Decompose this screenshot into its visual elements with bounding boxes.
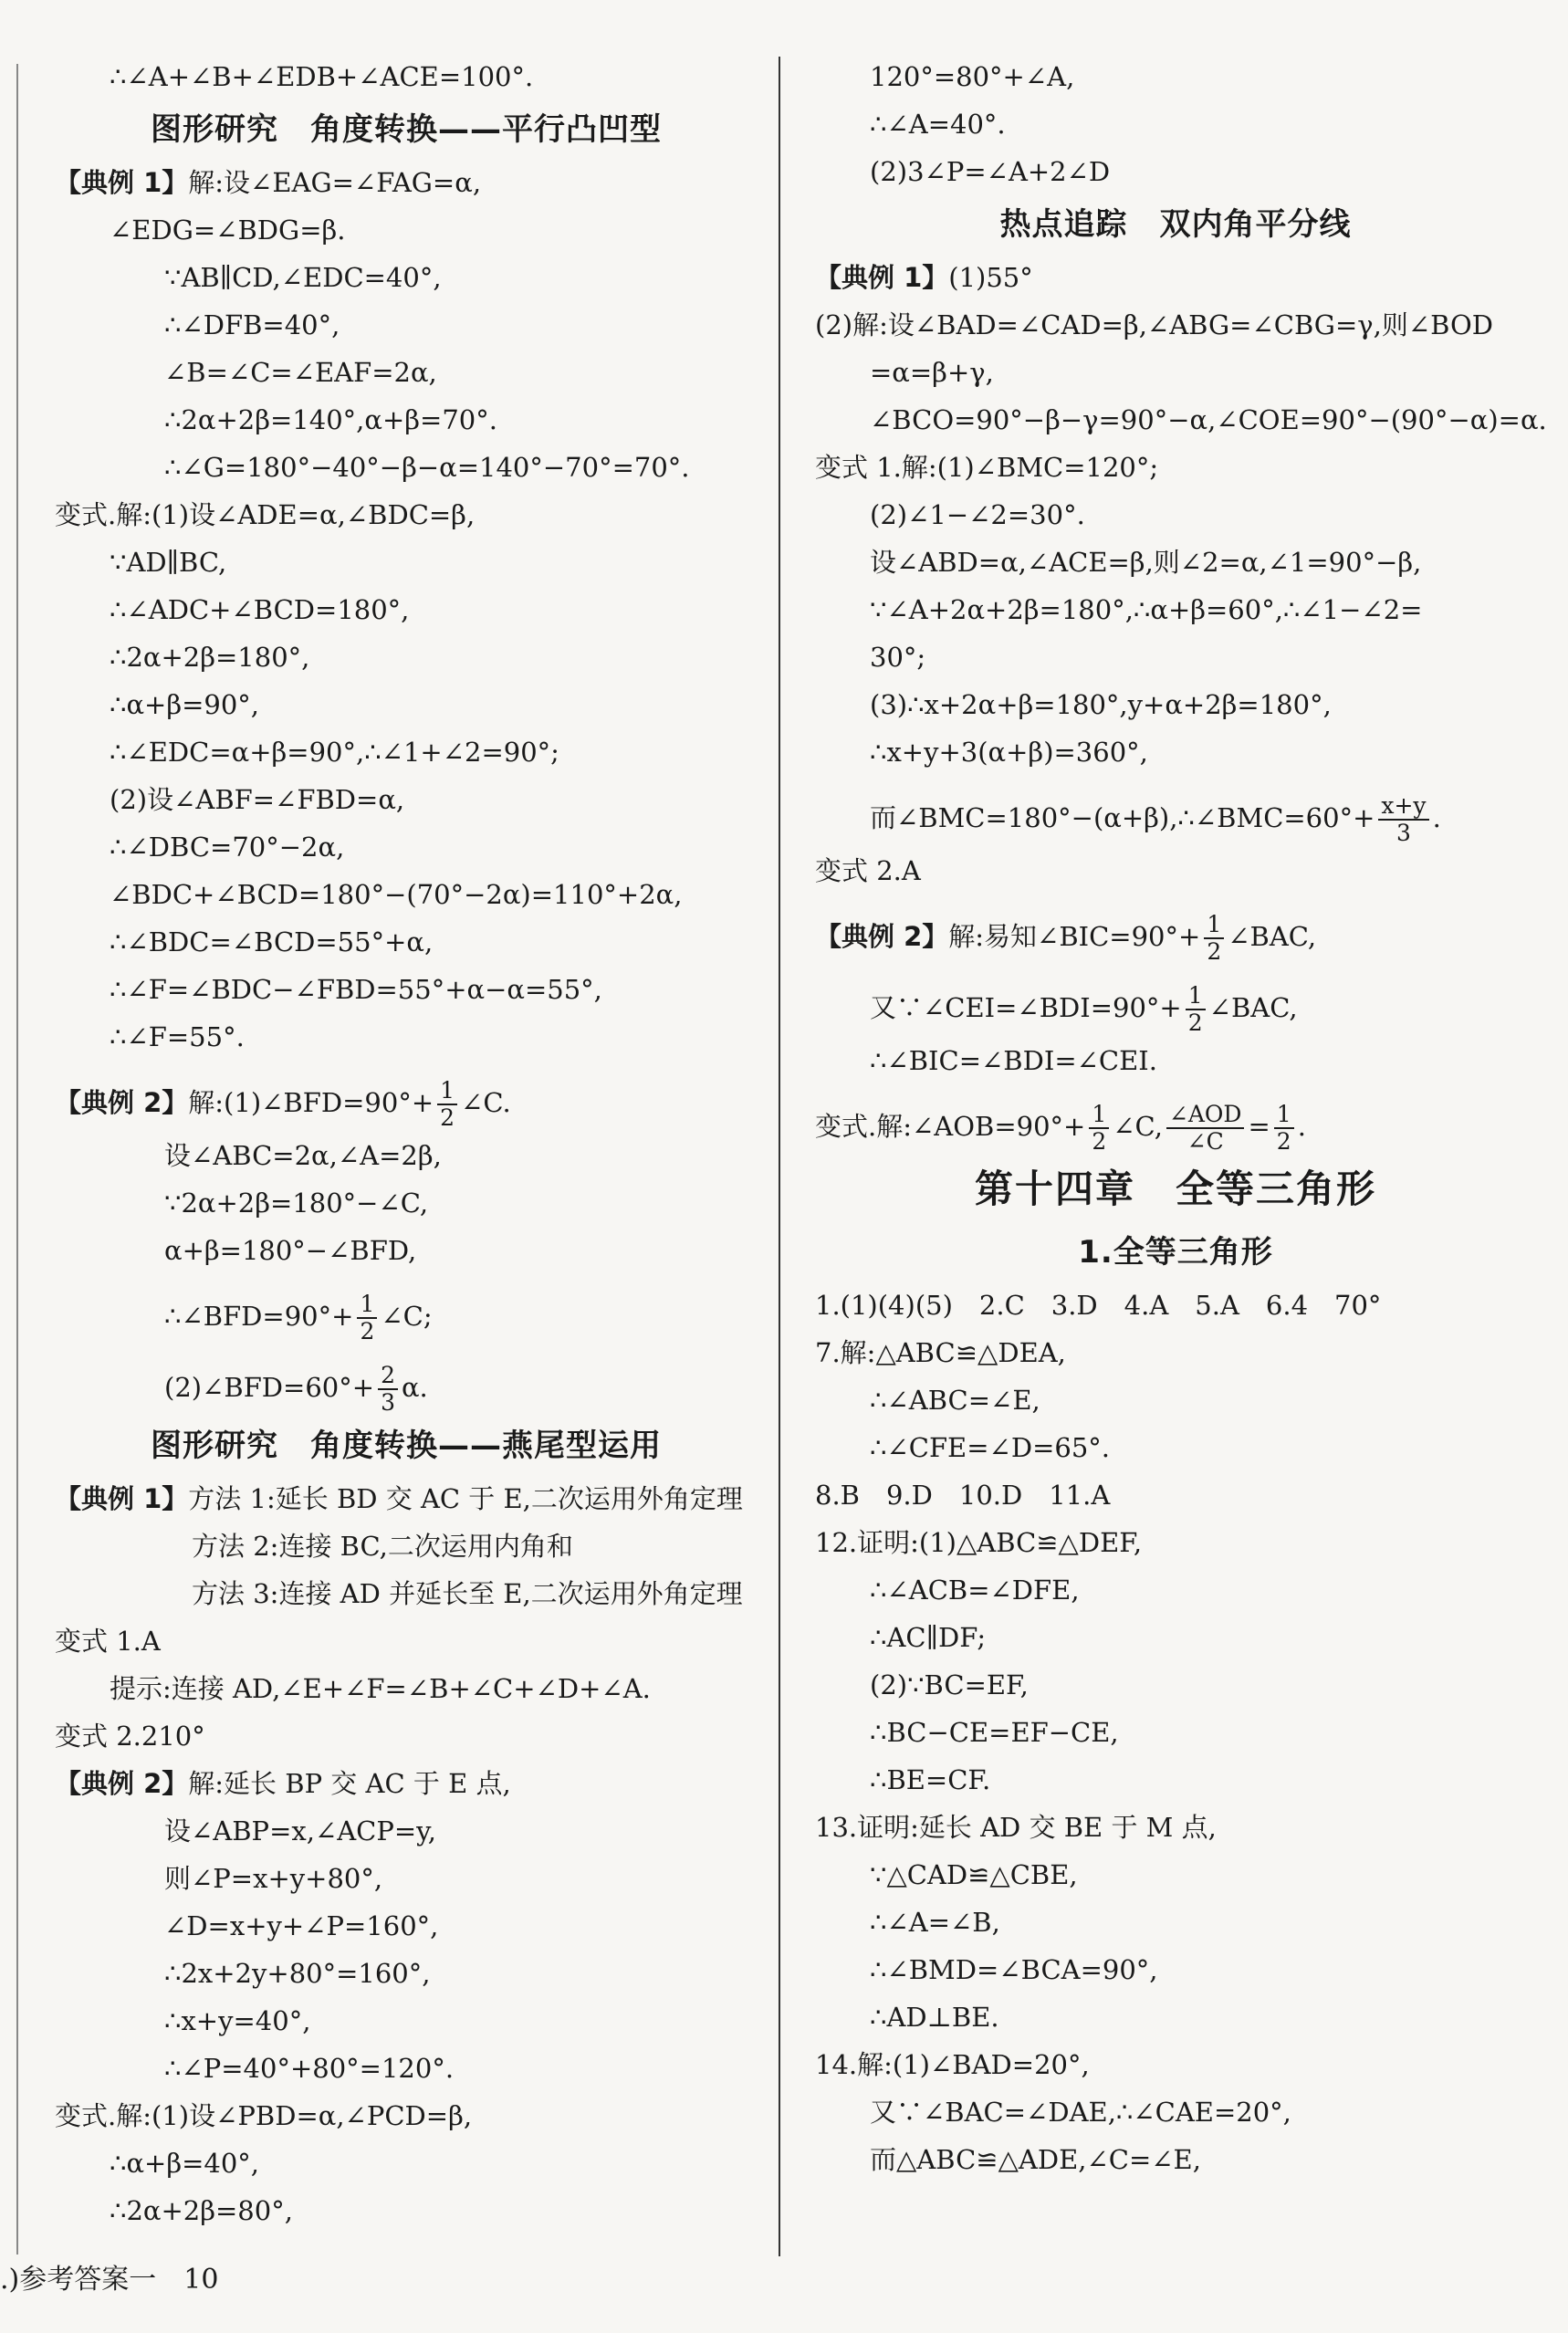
text-span: ∠BAC,	[1208, 992, 1298, 1023]
fraction-denominator: 2	[360, 1318, 375, 1344]
text-span: ∠C.	[461, 1087, 511, 1118]
fraction-numerator: 1	[1274, 1102, 1294, 1129]
fraction-denominator: 3	[381, 1389, 395, 1416]
fraction	[1204, 912, 1224, 965]
text-line: ∠D=x+y+∠P=160°,	[164, 1910, 439, 1941]
text-line: ∵2α+2β=180°−∠C,	[164, 1187, 429, 1219]
text-line: =α=β+γ,	[870, 357, 994, 388]
text-line: ∠BDC+∠BCD=180°−(70°−2α)=110°+2α,	[110, 879, 683, 910]
fraction-numerator: 1	[357, 1292, 377, 1319]
fraction	[357, 1292, 377, 1344]
chapter-title: 第十四章 全等三角形	[974, 1166, 1376, 1211]
example-line	[815, 254, 1536, 301]
formula-line	[55, 1274, 758, 1345]
fraction-numerator: 1	[1204, 912, 1224, 939]
text-line: ∴∠BMD=∠BCA=90°,	[870, 1954, 1158, 1985]
text-line: 变式.解:(1)设∠ADE=α,∠BDC=β,	[55, 499, 476, 530]
right-column	[815, 53, 1547, 2183]
text-line: ∴∠EDC=α+β=90°,∴∠1+∠2=90°;	[110, 737, 559, 768]
formula-line	[55, 1345, 758, 1417]
formula-line	[815, 966, 1536, 1037]
example-tag: 【典例 1】	[55, 1483, 189, 1514]
text-line: ∴∠F=55°.	[110, 1021, 245, 1052]
page-footer: .)参考答案一 10	[0, 2264, 219, 2296]
text-line: ∴∠A=40°.	[870, 109, 1006, 140]
fraction	[437, 1078, 457, 1131]
example-line	[55, 159, 758, 206]
fraction-numerator: 1	[1186, 983, 1206, 1010]
text-line: 14.解:(1)∠BAD=20°,	[815, 2049, 1090, 2080]
example-line	[55, 1760, 758, 1807]
text-line: ∴∠CFE=∠D=65°.	[870, 1432, 1110, 1463]
fraction-numerator: ∠AOD	[1166, 1102, 1245, 1129]
text-line: ∴AC∥DF;	[870, 1622, 987, 1653]
text-line: ∴∠P=40°+80°=120°.	[164, 2053, 455, 2084]
text-line: 7.解:△ABC≌△DEA,	[815, 1337, 1066, 1368]
text-line: 解:设∠EAG=∠FAG=α,	[188, 167, 482, 198]
text-line: ∴x+y=40°,	[164, 2005, 311, 2036]
text-line: ∴∠ADC+∠BCD=180°,	[110, 594, 410, 625]
fraction-numerator: 2	[378, 1363, 398, 1390]
text-line: ∴∠F=∠BDC−∠FBD=55°+α−α=55°,	[110, 974, 602, 1005]
text-line: 12.证明:(1)△ABC≌△DEF,	[815, 1527, 1143, 1558]
text-line: ∴α+β=40°,	[110, 2148, 260, 2179]
text-line: ∴∠ACB=∠DFE,	[870, 1575, 1080, 1606]
text-line: 方法 1:延长 BD 交 AC 于 E,二次运用外角定理	[188, 1483, 743, 1514]
fraction-denominator: 2	[1187, 1010, 1203, 1036]
text-line: 13.证明:延长 AD 交 BE 于 M 点,	[815, 1812, 1217, 1843]
fraction	[1186, 983, 1206, 1036]
text-line: ∵AB∥CD,∠EDC=40°,	[164, 262, 442, 293]
text-line: ∴∠BIC=∠BDI=∠CEI.	[870, 1045, 1157, 1076]
fraction-denominator: ∠C	[1186, 1128, 1224, 1155]
text-span: α.	[401, 1372, 428, 1403]
text-span: 变式.解:∠AOB=90°+	[815, 1111, 1086, 1142]
text-line: 设∠ABC=2α,∠A=2β,	[164, 1140, 442, 1171]
text-line: (2)解:设∠BAD=∠CAD=β,∠ABG=∠CBG=γ,则∠BOD	[815, 309, 1493, 340]
section-heading: 1.全等三角形	[1078, 1234, 1273, 1271]
text-line: (2)∵BC=EF,	[870, 1669, 1029, 1700]
text-line: 方法 2:连接 BC,二次运用内角和	[192, 1531, 573, 1562]
fraction	[1378, 793, 1428, 846]
text-line: 1.(1)(4)(5) 2.C 3.D 4.A 5.A 6.4 70°	[815, 1290, 1382, 1321]
fraction-numerator: x+y	[1378, 793, 1428, 821]
text-line: 而△ABC≌△ADE,∠C=∠E,	[870, 2144, 1201, 2175]
text-line: 变式 2.A	[815, 855, 921, 886]
section-heading: 热点追踪 双内角平分线	[999, 206, 1352, 243]
fraction-numerator: 1	[1089, 1102, 1109, 1129]
fraction	[1166, 1102, 1245, 1155]
text-line: ∴x+y+3(α+β)=360°,	[870, 737, 1148, 768]
text-line: ∠B=∠C=∠EAF=2α,	[164, 357, 437, 388]
fraction-numerator: 1	[437, 1078, 457, 1105]
section-heading: 图形研究 角度转换——平行凸凹型	[151, 111, 662, 148]
text-line: 变式 1.解:(1)∠BMC=120°;	[815, 452, 1159, 483]
text-line: ∴∠ABC=∠E,	[870, 1385, 1040, 1416]
fraction	[1089, 1102, 1109, 1155]
text-line: 设∠ABP=x,∠ACP=y,	[164, 1815, 436, 1847]
text-line: ∠EDG=∠BDG=β.	[110, 214, 346, 246]
text-span: =	[1248, 1111, 1270, 1142]
text-line: 解:延长 BP 交 AC 于 E 点,	[188, 1768, 511, 1799]
text-line: 8.B 9.D 10.D 11.A	[815, 1480, 1111, 1511]
text-line: ∴2α+2β=180°,	[110, 642, 310, 673]
example-line	[815, 894, 1536, 966]
text-line: ∴α+β=90°,	[110, 689, 260, 720]
text-line: ∴2α+2β=140°,α+β=70°.	[164, 404, 497, 435]
fraction	[1274, 1102, 1294, 1155]
text-span: 又∵∠CEI=∠BDI=90°+	[870, 992, 1182, 1023]
left-column	[55, 53, 758, 2234]
text-line: ∵△CAD≌△CBE,	[870, 1859, 1078, 1890]
text-span: (2)∠BFD=60°+	[164, 1372, 375, 1403]
text-line: ∠BCO=90°−β−γ=90°−α,∠COE=90°−(90°−α)=α.	[870, 404, 1547, 435]
text-line: 120°=80°+∠A,	[870, 61, 1075, 92]
text-line: ∴∠BDC=∠BCD=55°+α,	[110, 926, 434, 957]
column-divider	[779, 57, 780, 2256]
fraction-denominator: 3	[1396, 820, 1411, 846]
fraction-denominator: 2	[440, 1104, 455, 1131]
text-line: (2)∠1−∠2=30°.	[870, 499, 1085, 530]
text-line: 方法 3:连接 AD 并延长至 E,二次运用外角定理	[192, 1578, 743, 1609]
text-line: ∴BC−CE=EF−CE,	[870, 1717, 1119, 1748]
example-tag: 【典例 1】	[815, 262, 949, 293]
text-line: ∵AD∥BC,	[110, 547, 227, 578]
text-line: (1)55°	[948, 262, 1033, 293]
text-line: ∴2α+2β=80°,	[110, 2195, 293, 2226]
text-line: 30°;	[870, 642, 926, 673]
text-line: α+β=180°−∠BFD,	[164, 1235, 417, 1266]
example-tag: 【典例 2】	[55, 1087, 189, 1118]
example-tag: 【典例 2】	[815, 921, 949, 952]
text-line: ∵∠A+2α+2β=180°,∴α+β=60°,∴∠1−∠2=	[870, 594, 1423, 625]
text-span: 而∠BMC=180°−(α+β),∴∠BMC=60°+	[870, 802, 1375, 833]
text-line: ∴∠A+∠B+∠EDB+∠ACE=100°.	[110, 61, 534, 92]
text-line: 变式 1.A	[55, 1626, 161, 1657]
text-span: .	[1297, 1111, 1306, 1142]
text-span: .	[1432, 802, 1441, 833]
example-line	[55, 1475, 758, 1522]
text-line: ∴∠A=∠B,	[870, 1907, 1000, 1938]
text-line: ∴∠G=180°−40°−β−α=140°−70°=70°.	[164, 452, 690, 483]
text-span: ∠BAC,	[1228, 921, 1317, 952]
example-tag: 【典例 1】	[55, 167, 189, 198]
text-line: ∴AD⊥BE.	[870, 2002, 999, 2033]
section-heading: 图形研究 角度转换——燕尾型运用	[151, 1428, 662, 1464]
example-line	[55, 1061, 758, 1132]
text-line: ∴∠DFB=40°,	[164, 309, 340, 340]
text-line: 变式.解:(1)设∠PBD=α,∠PCD=β,	[55, 2100, 473, 2131]
page-edge-line	[16, 64, 18, 2255]
fraction-denominator: 2	[1207, 938, 1222, 965]
text-span: 解:易知∠BIC=90°+	[948, 921, 1201, 952]
text-line: (2)3∠P=∠A+2∠D	[870, 156, 1111, 187]
text-span: ∠C,	[1113, 1111, 1163, 1142]
text-line: 则∠P=x+y+80°,	[164, 1863, 383, 1894]
fraction	[378, 1363, 398, 1416]
formula-line	[815, 1084, 1536, 1156]
text-line: ∴∠DBC=70°−2α,	[110, 832, 345, 863]
text-line: 提示:连接 AD,∠E+∠F=∠B+∠C+∠D+∠A.	[110, 1673, 651, 1704]
text-line: (2)设∠ABF=∠FBD=α,	[110, 784, 405, 815]
text-line: ∴BE=CF.	[870, 1764, 991, 1795]
text-line: (3)∴x+2α+β=180°,y+α+2β=180°,	[870, 689, 1332, 720]
text-span: ∴∠BFD=90°+	[164, 1301, 354, 1332]
example-tag: 【典例 2】	[55, 1768, 189, 1799]
text-span: ∠C;	[381, 1301, 433, 1332]
fraction-denominator: 2	[1092, 1128, 1107, 1155]
formula-line	[815, 776, 1536, 847]
text-line: 变式 2.210°	[55, 1721, 205, 1752]
text-line: 又∵∠BAC=∠DAE,∴∠CAE=20°,	[870, 2097, 1291, 2128]
text-line: ∴2x+2y+80°=160°,	[164, 1958, 431, 1989]
fraction-denominator: 2	[1276, 1128, 1291, 1155]
text-span: 解:(1)∠BFD=90°+	[188, 1087, 434, 1118]
text-line: 设∠ABD=α,∠ACE=β,则∠2=α,∠1=90°−β,	[870, 547, 1422, 578]
